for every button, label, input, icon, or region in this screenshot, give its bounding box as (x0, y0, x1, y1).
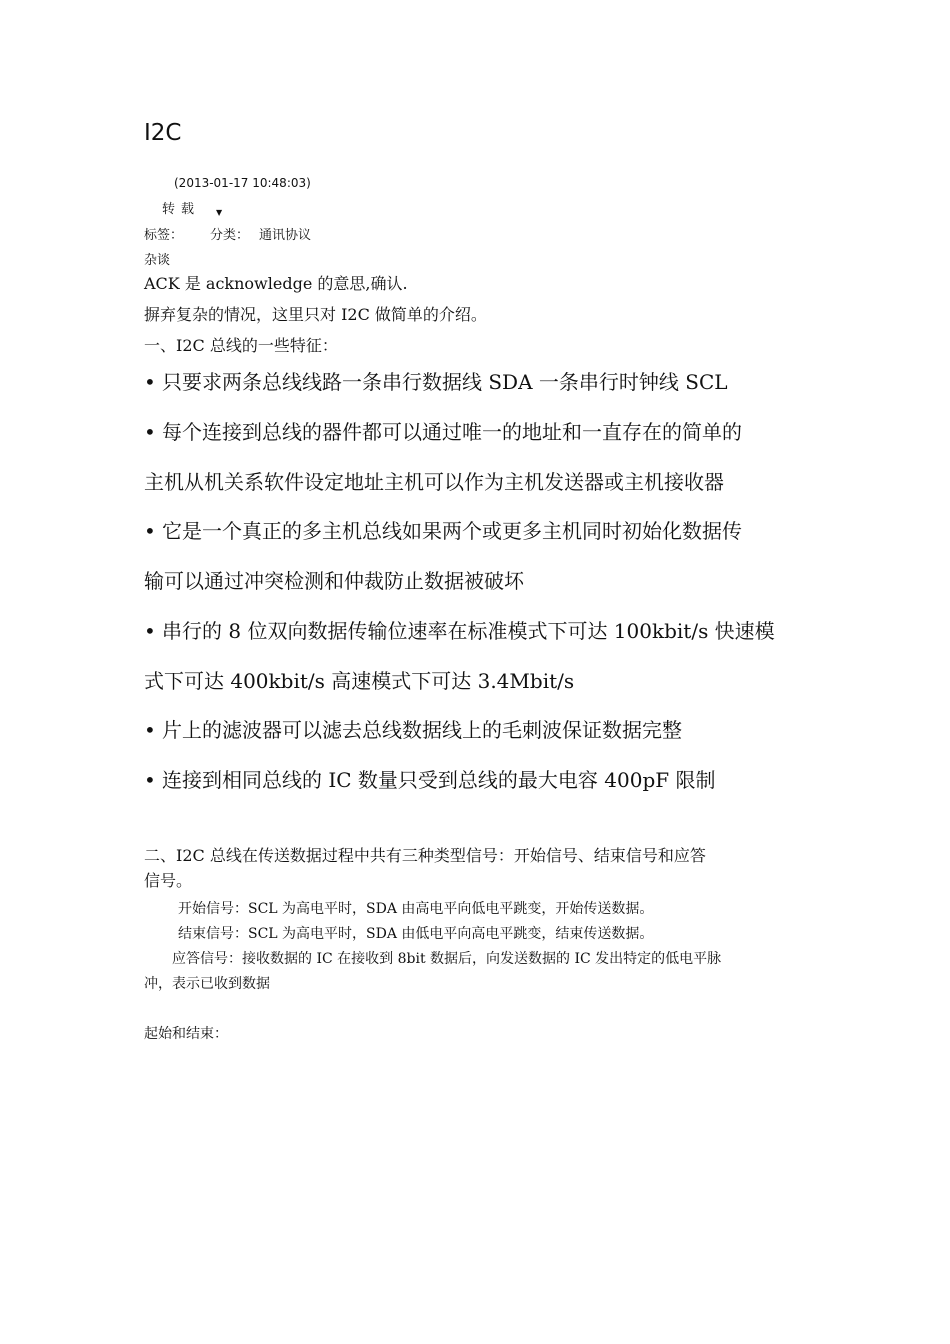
stop-signal-text: 结束信号：SCL 为高电平时，SDA 由低电平向高电平跳变，结束传送数据。 (178, 926, 654, 942)
bullet-icon: • (144, 370, 156, 394)
ack-definition: ACK 是 acknowledge 的意思,确认. (144, 274, 408, 293)
category-value[interactable]: 通讯协议 (259, 228, 312, 243)
start-end-label: 起始和结束： (144, 1026, 228, 1042)
bullet-icon: • (144, 420, 156, 444)
page-title: I2C (144, 120, 182, 146)
repost-label[interactable]: 转载 (162, 202, 201, 217)
feature-item-3: • 它是一个真正的多主机总线如果两个或更多主机同时初始化数据传 (144, 519, 742, 543)
misc-tag[interactable]: 杂谈 (144, 253, 171, 268)
section1-heading: 一、I2C 总线的一些特征： (144, 336, 338, 355)
section2-heading-cont: 信号。 (144, 871, 193, 890)
feature-item-6: • 连接到相同总线的 IC 数量只受到总线的最大电容 400pF 限制 (144, 768, 716, 792)
category-label: 分类： (210, 228, 250, 243)
ack-signal-text: 应答信号：接收数据的 IC 在接收到 8bit 数据后，向发送数据的 IC 发出特定的低电平脉 (172, 951, 722, 967)
dropdown-arrow-icon[interactable]: ▼ (216, 208, 223, 217)
post-date: (2013-01-17 10:48:03) (174, 176, 311, 190)
feature-item-1: • 只要求两条总线线路一条串行数据线 SDA 一条串行时钟线 SCL (144, 370, 728, 394)
feature-item-4-cont: 式下可达 400kbit/s 高速模式下可达 3.4Mbit/s (144, 669, 575, 693)
tags-label: 标签： (144, 228, 184, 243)
section2-heading: 二、I2C 总线在传送数据过程中共有三种类型信号：开始信号、结束信号和应答 (144, 846, 706, 865)
feature-item-5: • 片上的滤波器可以滤去总线数据线上的毛刺波保证数据完整 (144, 718, 682, 742)
bullet-icon: • (144, 768, 156, 792)
bullet-icon: • (144, 619, 156, 643)
bullet-icon: • (144, 519, 156, 543)
bullet-icon: • (144, 718, 156, 742)
feature-item-3-cont: 输可以通过冲突检测和仲裁防止数据被破坏 (144, 569, 524, 593)
start-signal-text: 开始信号：SCL 为高电平时，SDA 由高电平向低电平跳变，开始传送数据。 (178, 901, 654, 917)
intro-text: 摒弃复杂的情况，这里只对 I2C 做简单的介绍。 (144, 305, 487, 324)
ack-signal-text-cont: 冲，表示已收到数据 (144, 976, 270, 992)
feature-item-2-cont: 主机从机关系软件设定地址主机可以作为主机发送器或主机接收器 (144, 470, 724, 494)
feature-item-4: • 串行的 8 位双向数据传输位速率在标准模式下可达 100kbit/s 快速模 (144, 619, 775, 643)
feature-item-2: • 每个连接到总线的器件都可以通过唯一的地址和一直存在的简单的 (144, 420, 742, 444)
